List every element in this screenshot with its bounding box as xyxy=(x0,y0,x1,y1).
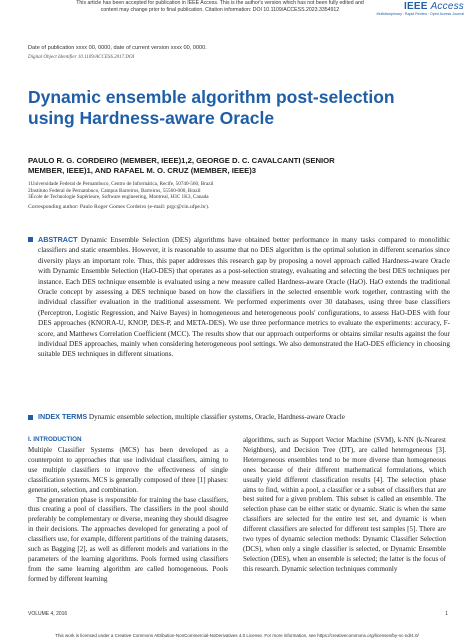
affiliation-2: 2Instituto Federal de Pernambuco, Campus Barreiros, Barreiros, 55560-000, Brazil xyxy=(28,187,201,194)
abstract-bullet-icon xyxy=(28,237,33,242)
corresponding-author: Corresponding author: Paulo Roger Gomes Cordeiro (e-mail: prgc@cin.ufpe.br). xyxy=(28,204,210,210)
page-number: 1 xyxy=(445,611,448,617)
intro-paragraph-1: Multiple Classifier Systems (MCS) has been developed as a counterpoint to approaches that use individual classifiers, aiming to use multiple classifiers to improve the effectiveness of single classification systems. MCS is generally composed of three [1] phases: generation, selection, and combination. xyxy=(28,446,228,494)
abstract xyxy=(38,235,450,360)
notice-line-1: This article has been accepted for publication in IEEE Access. This is the author's version which has not been fully edited and xyxy=(76,0,364,6)
abstract-text: Dynamic Ensemble Selection (DES) algorithms have obtained better performance in many tasks compared to monolithic classifiers and static ensembles. However, it is reasonable to assume that no DES algorithm is the optimal solution in different scenarios since diversity plays an important role. Thus, this paper addresses this research gap by proposing a novel approach called Hardness-aware Oracle with Dynamic Ensemble Selection (HaO-DES) that operates as a post-selection strategy, evaluating and selecting the best DES techniques per instance. Each DES technique ensemble is evaluated using a new measure called Hardness-aware Oracle (HaO). HaO extends the traditional Oracle concept by assessing a DES technique based on how the classifiers in the selected ensemble work together, contrasting with the individual classifier evaluation in the traditional assessment. We performed experiments over 30 databases, using three base classifiers (Perceptron, Logistic Regression, and Naive Bayes) in homogeneous and heterogeneous pools' configurations, to assess HaO-DES with four DES approaches (KNORA-U, KNOP, DES-P, and META-DES). We use three performance metrics to evaluate the experiments: accuracy, F-score, and Matthews Correlation Coefficient (MCC). The results show that our approach outperforms or obtains similar results against the four individual DES approaches, mainly when considering heterogeneous pool settings. We also demonstrated the HaO-DES efficiency in choosing suitable DES techniques in different situations. xyxy=(38,236,450,359)
author-list xyxy=(28,156,448,176)
author-line-1: PAULO R. G. CORDEIRO (MEMBER, IEEE)1,2, GEORGE D. C. CAVALCANTI (SENIOR xyxy=(28,156,335,165)
volume-label: VOLUME 4, 2016 xyxy=(28,611,68,617)
index-terms-label: INDEX TERMS xyxy=(38,412,88,421)
index-terms xyxy=(38,412,450,421)
notice-line-2: content may change prior to final publication. Citation information: DOI 10.1109/ACCESS.2023.3354912 xyxy=(100,7,340,13)
logo-sub: Access xyxy=(430,1,464,12)
paper-title: Dynamic ensemble algorithm post-selection using Hardness-aware Oracle xyxy=(28,87,395,128)
acceptance-notice xyxy=(60,0,380,14)
author-line-2: MEMBER, IEEE)1, AND RAFAEL M. O. CRUZ (MEMBER, IEEE)3 xyxy=(28,166,257,175)
license-notice: This work is licensed under a Creative Commons Attribution-NonCommercial-NoDerivatives 4.0 License. For more information, see https://creativecommons.org/licenses/by-nc-nd/4.0/ xyxy=(55,633,419,638)
affiliations xyxy=(28,181,448,201)
logo-text xyxy=(377,1,465,12)
right-column xyxy=(243,436,446,575)
publication-date: Date of publication xxxx 00, 0000, date of current version xxxx 00, 0000. xyxy=(28,45,207,51)
doi-line: Digital Object Identifier 10.1109/ACCESS.2017.DOI xyxy=(28,55,135,60)
index-terms-bullet-icon xyxy=(28,415,33,420)
left-column xyxy=(28,436,228,585)
abstract-label: ABSTRACT xyxy=(38,235,78,244)
logo-main: IEEE xyxy=(403,1,428,12)
ieee-access-logo xyxy=(377,1,465,17)
logo-tagline: Multidisciplinary : Rapid Review : Open Access Journal xyxy=(376,12,464,16)
intro-paragraph-3: algorithms, such as Support Vector Machine (SVM), k-NN (k-Nearest Neighbors), and Decision Tree (DT), are called heterogeneous [3]. Heterogeneous ensembles tend to be more diverse than homogeneous ones because of their different mathematical formulations, which usually yield different classification results [4]. The selection phase aims to find, within a pool, a classifier or a subset of classifiers that are best suited for a given problem. This subset is called an ensemble. The selection phase can be either static or dynamic. Static is when the same classifiers are selected for the entire test set, and dynamic is when different classifiers are selected for different test samples [5]. There are two types of dynamic selection methods: Dynamic Classifier Selection (DCS), when only a single classifier is selected, or Dynamic Ensemble Selection (DES), when an ensemble is selected; the latter is the focus of this research. Dynamic selection techniques commonly xyxy=(243,436,446,573)
affiliation-1: 1Universidade Federal de Pernambuco, Centro de Informática, Recife, 50740-560, Brazil xyxy=(28,181,214,187)
index-terms-text: Dynamic ensemble selection, multiple classifier systems, Oracle, Hardness-aware Oracle xyxy=(88,413,345,421)
affiliation-3: 3École de Technologie Supérieure, Software engineering, Montreal, H3C 1K3, Canada xyxy=(28,194,209,201)
top-notice-bar xyxy=(0,0,474,16)
section-heading: I. INTRODUCTION xyxy=(28,436,82,443)
intro-paragraph-2: The generation phase is responsible for training the base classifiers, thus creating a pool of classifiers. The classifiers in the pool should preferably be complementary or diverse, meaning they should disagree in their decisions. The approaches developed for generating a pool of classifiers use, for example, different partitions of the training datasets, such as Bagging [2], as well as different models and variations in the parameters of the learning algorithms. Pools formed using classifiers from the same learning algorithm are called homogeneous. Pools formed by different learning xyxy=(28,495,228,583)
